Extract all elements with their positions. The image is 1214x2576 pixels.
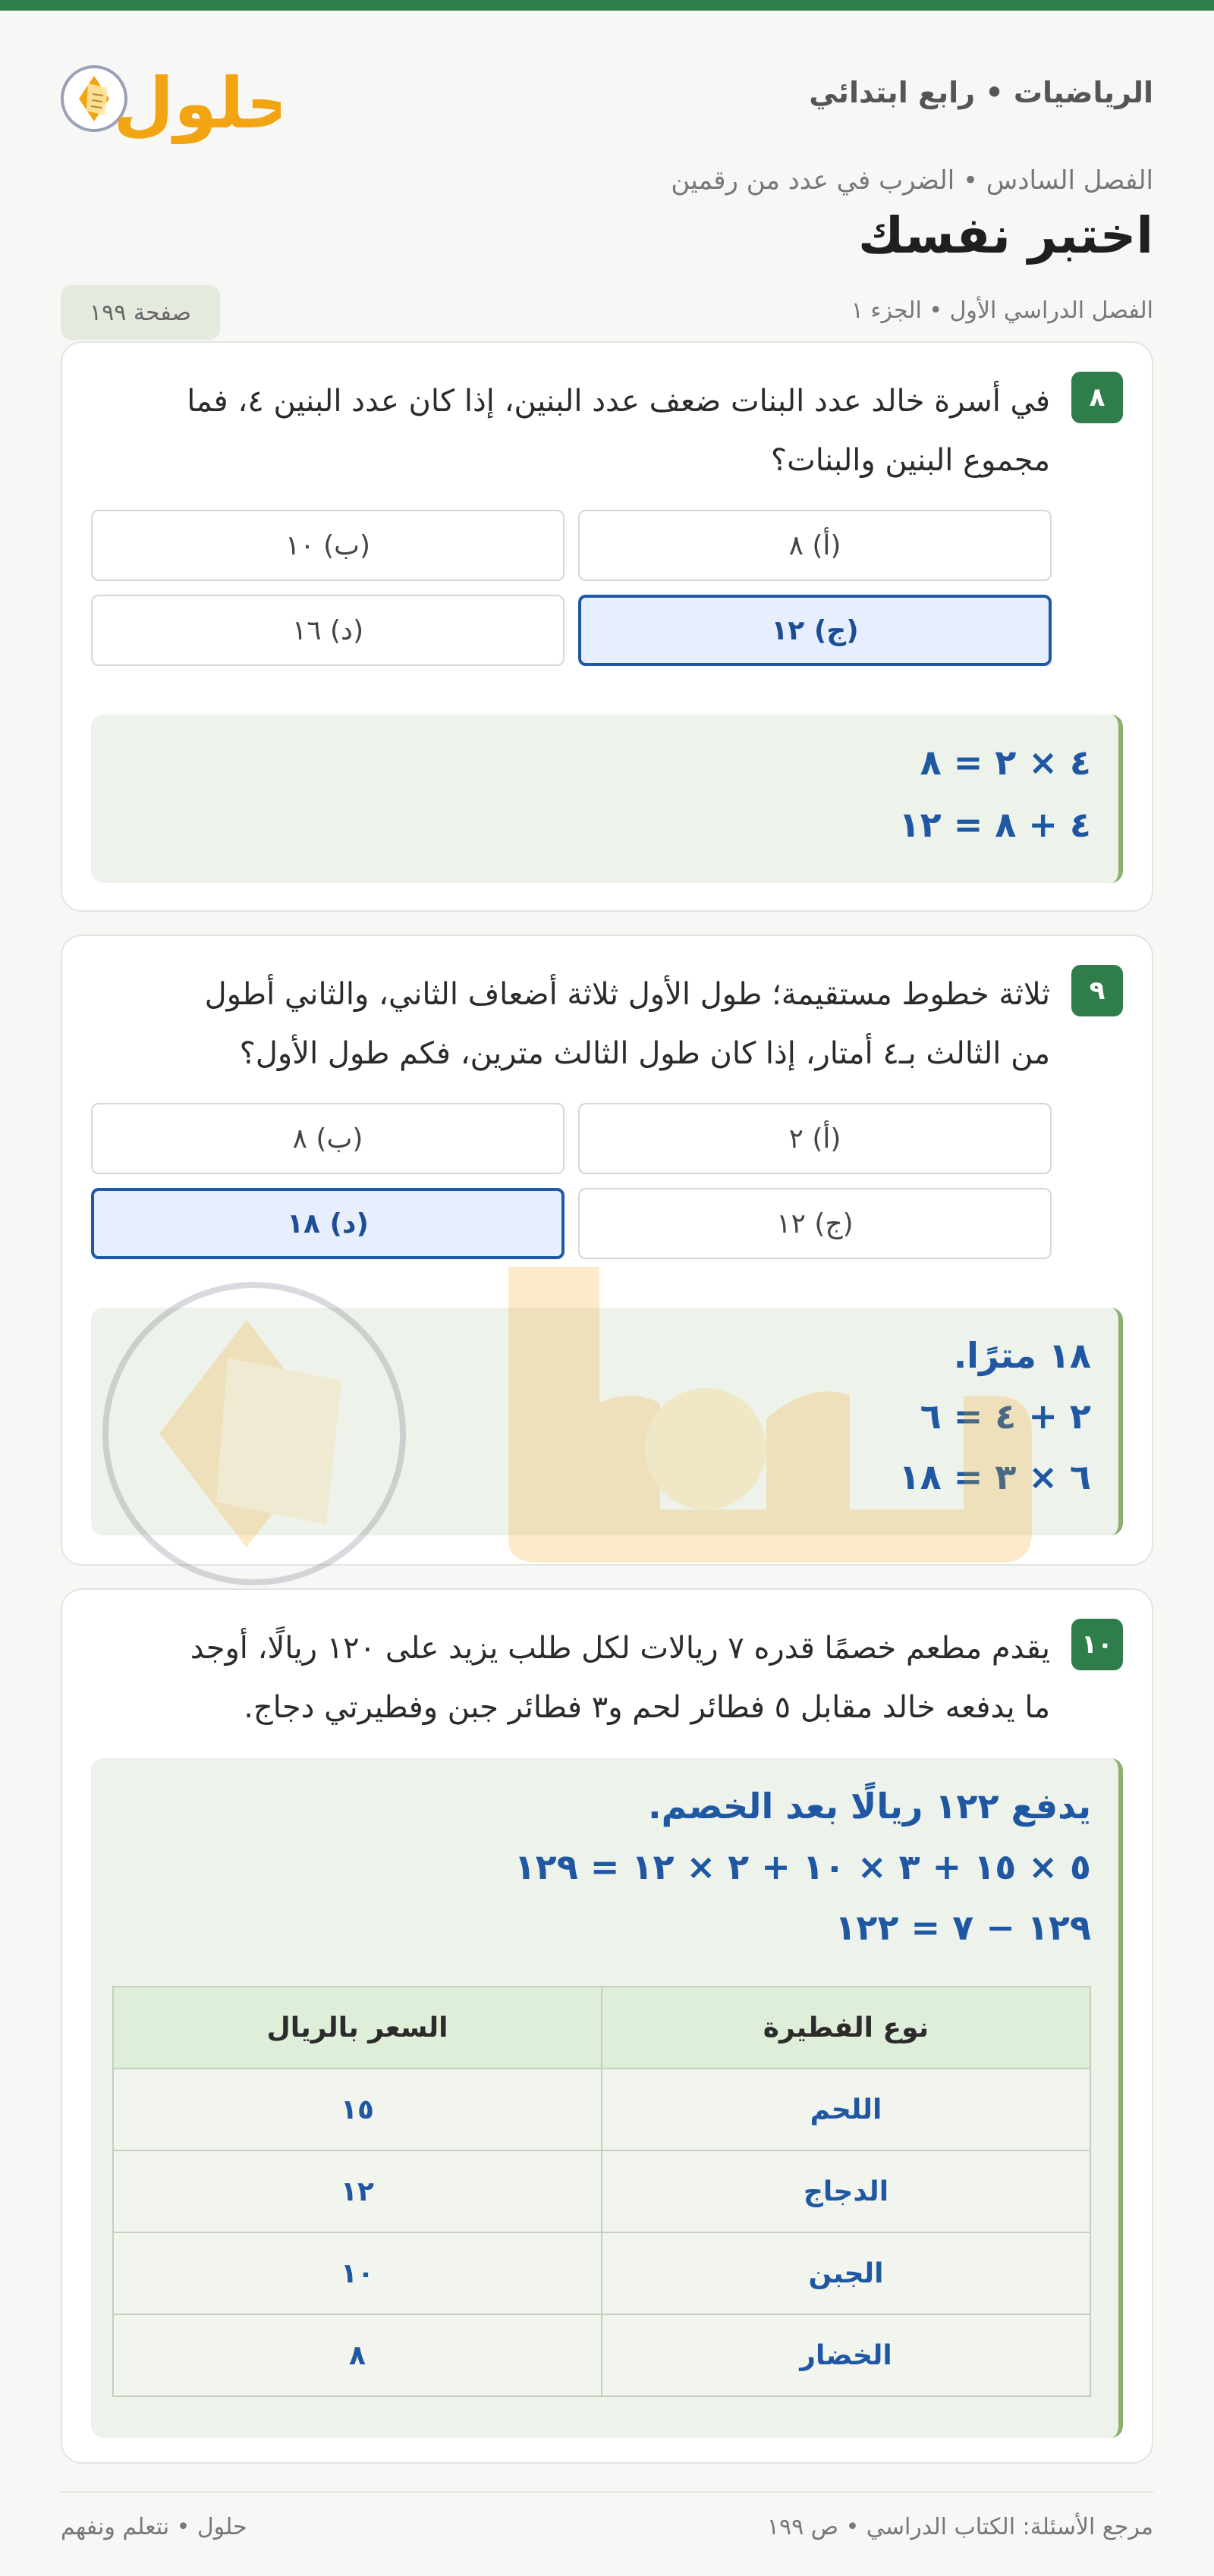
- solution-line: يدفع ١٢٢ ريالًا بعد الخصم.: [648, 1786, 1091, 1827]
- solution-box: [91, 715, 1123, 883]
- question-text: يقدم مطعم خصمًا قدره ٧ ريالات لكل طلب يزيد على ١٢٠ ريالًا، أوجد ما يدفعه خالد مقابل ٥ فطائر لحم و٣ فطائر جبن وفطيرتي دجاج.: [190, 1631, 1050, 1725]
- page-number-badge: صفحة ١٩٩: [61, 285, 220, 340]
- solution-line: ٤ + ٨ = ١٢: [898, 804, 1091, 845]
- solution-line: ٢ + ٤ = ٦: [920, 1396, 1091, 1437]
- chapter-label: الفصل السادس • الضرب في عدد من رقمين: [671, 165, 1153, 196]
- table-cell: الدجاج: [602, 2150, 1090, 2232]
- option-b[interactable]: (ب) ١٠: [91, 510, 565, 581]
- question-card-9: [61, 935, 1153, 1566]
- svg-text:حلول: حلول: [113, 63, 281, 144]
- table-row: [113, 2069, 1090, 2150]
- table-cell: اللحم: [602, 2069, 1090, 2150]
- page-title: اختبر نفسك: [857, 206, 1153, 265]
- question-card-10: [61, 1588, 1153, 2464]
- option-a[interactable]: (أ) ٨: [578, 510, 1052, 581]
- table-cell: ١٢: [113, 2150, 602, 2232]
- subject-title: الرياضيات • رابع ابتدائي: [809, 76, 1153, 109]
- option-d[interactable]: (د) ١٦: [91, 595, 565, 666]
- term-label: الفصل الدراسي الأول • الجزء ١: [851, 297, 1153, 324]
- option-a[interactable]: (أ) ٢: [578, 1103, 1052, 1174]
- table-row: [113, 2150, 1090, 2232]
- option-d-selected[interactable]: (د) ١٨: [91, 1188, 565, 1259]
- option-c-selected[interactable]: (ج) ١٢: [578, 595, 1052, 666]
- footer-reference: مرجع الأسئلة: الكتاب الدراسي • ص ١٩٩: [766, 2514, 1153, 2540]
- page-header: [61, 46, 1153, 152]
- solution-line: ١٨ مترًا.: [953, 1335, 1091, 1376]
- option-c[interactable]: (ج) ١٢: [578, 1188, 1052, 1259]
- footer-divider: [61, 2491, 1153, 2493]
- option-b[interactable]: (ب) ٨: [91, 1103, 565, 1174]
- question-card-8: [61, 341, 1153, 912]
- column-header-price: السعر بالريال: [113, 1987, 602, 2069]
- table-row: [113, 2232, 1090, 2314]
- logo-mark-icon: [61, 46, 281, 144]
- solution-box: [91, 1758, 1123, 2438]
- solution-line: ١٢٩ − ٧ = ١٢٢: [835, 1907, 1091, 1948]
- price-table: [112, 1986, 1091, 2397]
- question-text: في أسرة خالد عدد البنات ضعف عدد البنين، إذا كان عدد البنين ٤، فما مجموع البنين والبنات؟: [187, 384, 1050, 478]
- solution-box: [91, 1308, 1123, 1535]
- table-row: [113, 2314, 1090, 2396]
- question-number-badge: ٩: [1071, 965, 1123, 1016]
- table-cell: ١٠: [113, 2232, 602, 2314]
- solution-line: ٤ × ٢ = ٨: [920, 742, 1091, 783]
- solution-line: ٦ × ٣ = ١٨: [898, 1456, 1091, 1497]
- top-accent-bar: [0, 0, 1214, 11]
- table-cell: ١٥: [113, 2069, 602, 2150]
- table-cell: ٨: [113, 2314, 602, 2396]
- column-header-pie-type: نوع الفطيرة: [602, 1987, 1090, 2069]
- table-header-row: [113, 1987, 1090, 2069]
- table-cell: الجبن: [602, 2232, 1090, 2314]
- table-cell: الخضار: [602, 2314, 1090, 2396]
- question-number-badge: ٨: [1071, 372, 1123, 423]
- footer-slogan: حلول • نتعلم ونفهم: [61, 2514, 247, 2540]
- solution-line: ٥ × ١٥ + ٣ × ١٠ + ٢ × ١٢ = ١٢٩: [514, 1846, 1091, 1887]
- hulul-logo[interactable]: [61, 46, 281, 144]
- question-text: ثلاثة خطوط مستقيمة؛ طول الأول ثلاثة أضعاف الثاني، والثاني أطول من الثالث بـ٤ أمتار، إذا كان طول الثالث مترين، فكم طول الأول؟: [204, 977, 1050, 1071]
- question-number-badge: ١٠: [1071, 1619, 1123, 1670]
